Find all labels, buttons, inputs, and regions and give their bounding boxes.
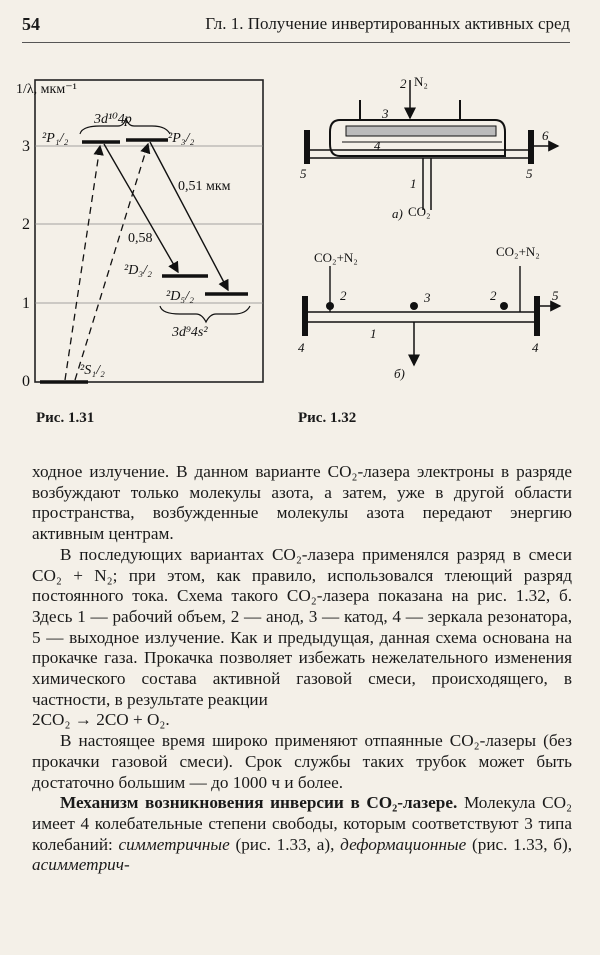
scheme-a-num-1: 1 (410, 176, 417, 191)
scheme-b-num-3: 3 (424, 290, 431, 305)
term-asymmetric: асимметрич- (32, 855, 130, 875)
body-text (32, 462, 572, 876)
caption-fig-1-31: Рис. 1.31 (36, 410, 95, 426)
figure-1-32 (290, 60, 570, 400)
scheme-a-mirror-right (528, 130, 534, 164)
scheme-b-label: б) (394, 366, 405, 381)
y-tick-3: 3 (22, 138, 30, 155)
term-symmetric: симметричные (118, 834, 230, 854)
scheme-b-num-2-right: 2 (490, 288, 497, 303)
scheme-b-num-2-left: 2 (340, 288, 347, 303)
scheme-a-label: а) (392, 206, 403, 221)
scheme-a-num-4: 4 (374, 138, 381, 153)
scheme-b-gas-right: CO₂+N₂ (496, 244, 540, 259)
pump-arrow-p32 (75, 144, 148, 380)
scheme-b-anode-left (326, 302, 334, 310)
paragraph-2-text: В последующих вариантах CO₂-лазера применялся разряд в смеси CO₂ + N₂; при этом, как правило, использовался тлеющий разряд постоянного тока. Схема такого CO₂-лазера показана на рис. 1.32, б. Здесь 1 — рабочий объем, 2 — анод, 3 — катод, 4 — зеркала резонатора, 5 — выходное излучение. Как и предыдущая, данная схема основана на прокачке газа. Прокачка позволяет избежать нежелательного изменения химического состава активной газовой смеси, происходящего, в частности, в результате реакции (32, 544, 572, 709)
scheme-a-num-3: 3 (382, 106, 389, 121)
label-p32: ²P₃/₂ (168, 131, 195, 146)
paragraph-4-text: Молекула CO₂ имеет 4 колебательные степени свободы, которым соответствуют 3 типа колебаний: (32, 793, 573, 854)
scheme-b-num-4-right: 4 (532, 340, 539, 355)
laser-arrow-058 (104, 144, 178, 272)
laser-arrow-051 (150, 142, 228, 290)
y-tick-0: 0 (22, 373, 30, 390)
pump-arrow-p12 (65, 146, 100, 380)
laser-scheme-diagram (290, 60, 570, 400)
scheme-a-num-5-right: 5 (526, 166, 533, 181)
label-config-bottom: 3d⁹4s² (172, 325, 208, 340)
scheme-a-num-6: 6 (542, 128, 549, 143)
y-axis-label: 1/λ, мкм⁻¹ (16, 82, 77, 97)
ref-1: (рис. 1.33, а), (235, 834, 335, 854)
scheme-b-mirror-right (534, 296, 540, 336)
label-s12: ²S₁/₂ (80, 363, 105, 378)
scheme-b-mirror-left (302, 296, 308, 336)
scheme-a-co2: CO₂ (408, 204, 431, 219)
scheme-b-cathode (410, 302, 418, 310)
term-deformation: деформационные (340, 834, 467, 854)
energy-level-diagram (0, 60, 290, 400)
section-heading: Механизм возникновения инверсии в CO₂-лазере. (60, 793, 458, 813)
y-tick-1: 1 (22, 295, 30, 312)
running-title: Гл. 1. Получение инвертированных активных сред (205, 14, 570, 33)
scheme-b-gas-left: CO₂+N₂ (314, 250, 358, 265)
scheme-b-num-4-left: 4 (298, 340, 305, 355)
label-wl-051: 0,51 мкм (178, 179, 231, 194)
ref-2: (рис. 1.33, б), (472, 834, 573, 854)
label-wl-058: 0,58 (128, 231, 153, 246)
page-header (22, 14, 570, 40)
scheme-a-num-5-left: 5 (300, 166, 307, 181)
page-number: 54 (22, 14, 40, 34)
y-tick-2: 2 (22, 216, 30, 233)
scheme-a (300, 74, 558, 221)
scheme-b-num-5: 5 (552, 288, 559, 303)
paragraph-4 (32, 793, 572, 876)
scheme-b-anode-right (500, 302, 508, 310)
label-config-top: 3d¹⁰4p (94, 112, 132, 127)
reaction-formula: 2CO₂ → 2CO + O₂. (32, 710, 170, 730)
scheme-b (298, 244, 560, 381)
label-d32: ²D₃/₂ (124, 263, 152, 278)
scheme-a-cathode (346, 126, 496, 136)
paragraph-2 (32, 545, 572, 731)
brace-bottom (160, 306, 250, 322)
label-d52: ²D₅/₂ (166, 289, 194, 304)
scheme-b-num-1: 1 (370, 326, 377, 341)
caption-fig-1-32: Рис. 1.32 (298, 410, 357, 426)
scheme-a-mirror-left (304, 130, 310, 164)
paragraph-1: ходное излучение. В данном варианте CO₂-лазера электроны в разряде возбуждают только молекулы азота, а затем, уже в другой области пространства, возбужденные молекулы азота передают энергию активным центрам. (32, 462, 572, 544)
paragraph-3: В настоящее время широко применяют отпаянные CO₂-лазеры (без прокачки газовой смеси). Срок службы таких трубок может быть достаточно большим — до 1000 ч и более. (32, 731, 572, 792)
scheme-a-num-2: 2 (400, 76, 407, 91)
header-rule (22, 42, 570, 43)
figure-1-31 (0, 60, 290, 400)
label-p12: ²P₁/₂ (42, 131, 69, 146)
scheme-a-n2: N₂ (414, 74, 428, 89)
